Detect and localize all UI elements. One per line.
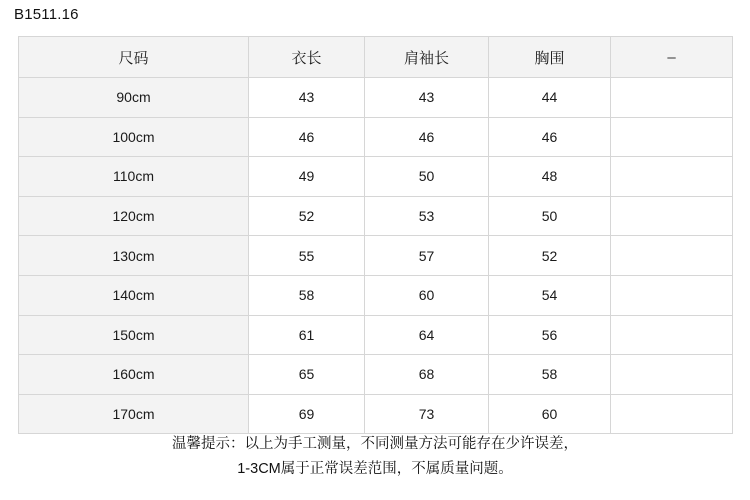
cell-bust: 44: [489, 78, 611, 118]
header-cell-size: 尺码: [19, 37, 249, 78]
cell-length: 46: [249, 117, 365, 157]
table-row: [19, 78, 733, 118]
cell-extra: [611, 236, 733, 276]
cell-bust: 60: [489, 394, 611, 434]
cell-size: 140cm: [19, 275, 249, 315]
table-row: [19, 236, 733, 276]
cell-bust: 54: [489, 275, 611, 315]
size-table-container: [18, 36, 732, 434]
cell-size: 90cm: [19, 78, 249, 118]
table-row: [19, 117, 733, 157]
cell-sleeve: 68: [365, 355, 489, 395]
note-line-1: 温馨提示：以上为手工测量，不同测量方法可能存在少许误差，: [172, 436, 578, 452]
cell-extra: [611, 394, 733, 434]
table-row: [19, 394, 733, 434]
cell-extra: [611, 196, 733, 236]
cell-extra: [611, 157, 733, 197]
cell-bust: 52: [489, 236, 611, 276]
cell-sleeve: 57: [365, 236, 489, 276]
cell-extra: [611, 355, 733, 395]
cell-size: 170cm: [19, 394, 249, 434]
cell-length: 58: [249, 275, 365, 315]
cell-size: 100cm: [19, 117, 249, 157]
cell-size: 150cm: [19, 315, 249, 355]
cell-bust: 48: [489, 157, 611, 197]
table-row: [19, 315, 733, 355]
cell-sleeve: 60: [365, 275, 489, 315]
cell-length: 55: [249, 236, 365, 276]
table-row: [19, 275, 733, 315]
cell-length: 49: [249, 157, 365, 197]
header-cell-extra: –: [611, 37, 733, 78]
table-row: [19, 196, 733, 236]
cell-size: 120cm: [19, 196, 249, 236]
cell-length: 52: [249, 196, 365, 236]
cell-bust: 56: [489, 315, 611, 355]
size-table: [18, 36, 733, 434]
table-row: [19, 355, 733, 395]
cell-size: 160cm: [19, 355, 249, 395]
table-header-row: [19, 37, 733, 78]
cell-extra: [611, 315, 733, 355]
cell-sleeve: 64: [365, 315, 489, 355]
cell-sleeve: 43: [365, 78, 489, 118]
cell-extra: [611, 117, 733, 157]
cell-length: 61: [249, 315, 365, 355]
cell-bust: 50: [489, 196, 611, 236]
header-cell-sleeve: 肩袖长: [365, 37, 489, 78]
measurement-note: [0, 432, 750, 482]
cell-extra: [611, 275, 733, 315]
cell-sleeve: 46: [365, 117, 489, 157]
cell-sleeve: 50: [365, 157, 489, 197]
cell-bust: 58: [489, 355, 611, 395]
cell-sleeve: 73: [365, 394, 489, 434]
header-cell-length: 衣长: [249, 37, 365, 78]
cell-size: 130cm: [19, 236, 249, 276]
cell-sleeve: 53: [365, 196, 489, 236]
cell-length: 69: [249, 394, 365, 434]
cell-length: 43: [249, 78, 365, 118]
cell-size: 110cm: [19, 157, 249, 197]
header-cell-bust: 胸围: [489, 37, 611, 78]
table-row: [19, 157, 733, 197]
cell-bust: 46: [489, 117, 611, 157]
note-line-2: 1-3CM属于正常误差范围，不属质量问题。: [237, 461, 513, 477]
cell-extra: [611, 78, 733, 118]
product-code: B1511.16: [14, 6, 79, 23]
cell-length: 65: [249, 355, 365, 395]
